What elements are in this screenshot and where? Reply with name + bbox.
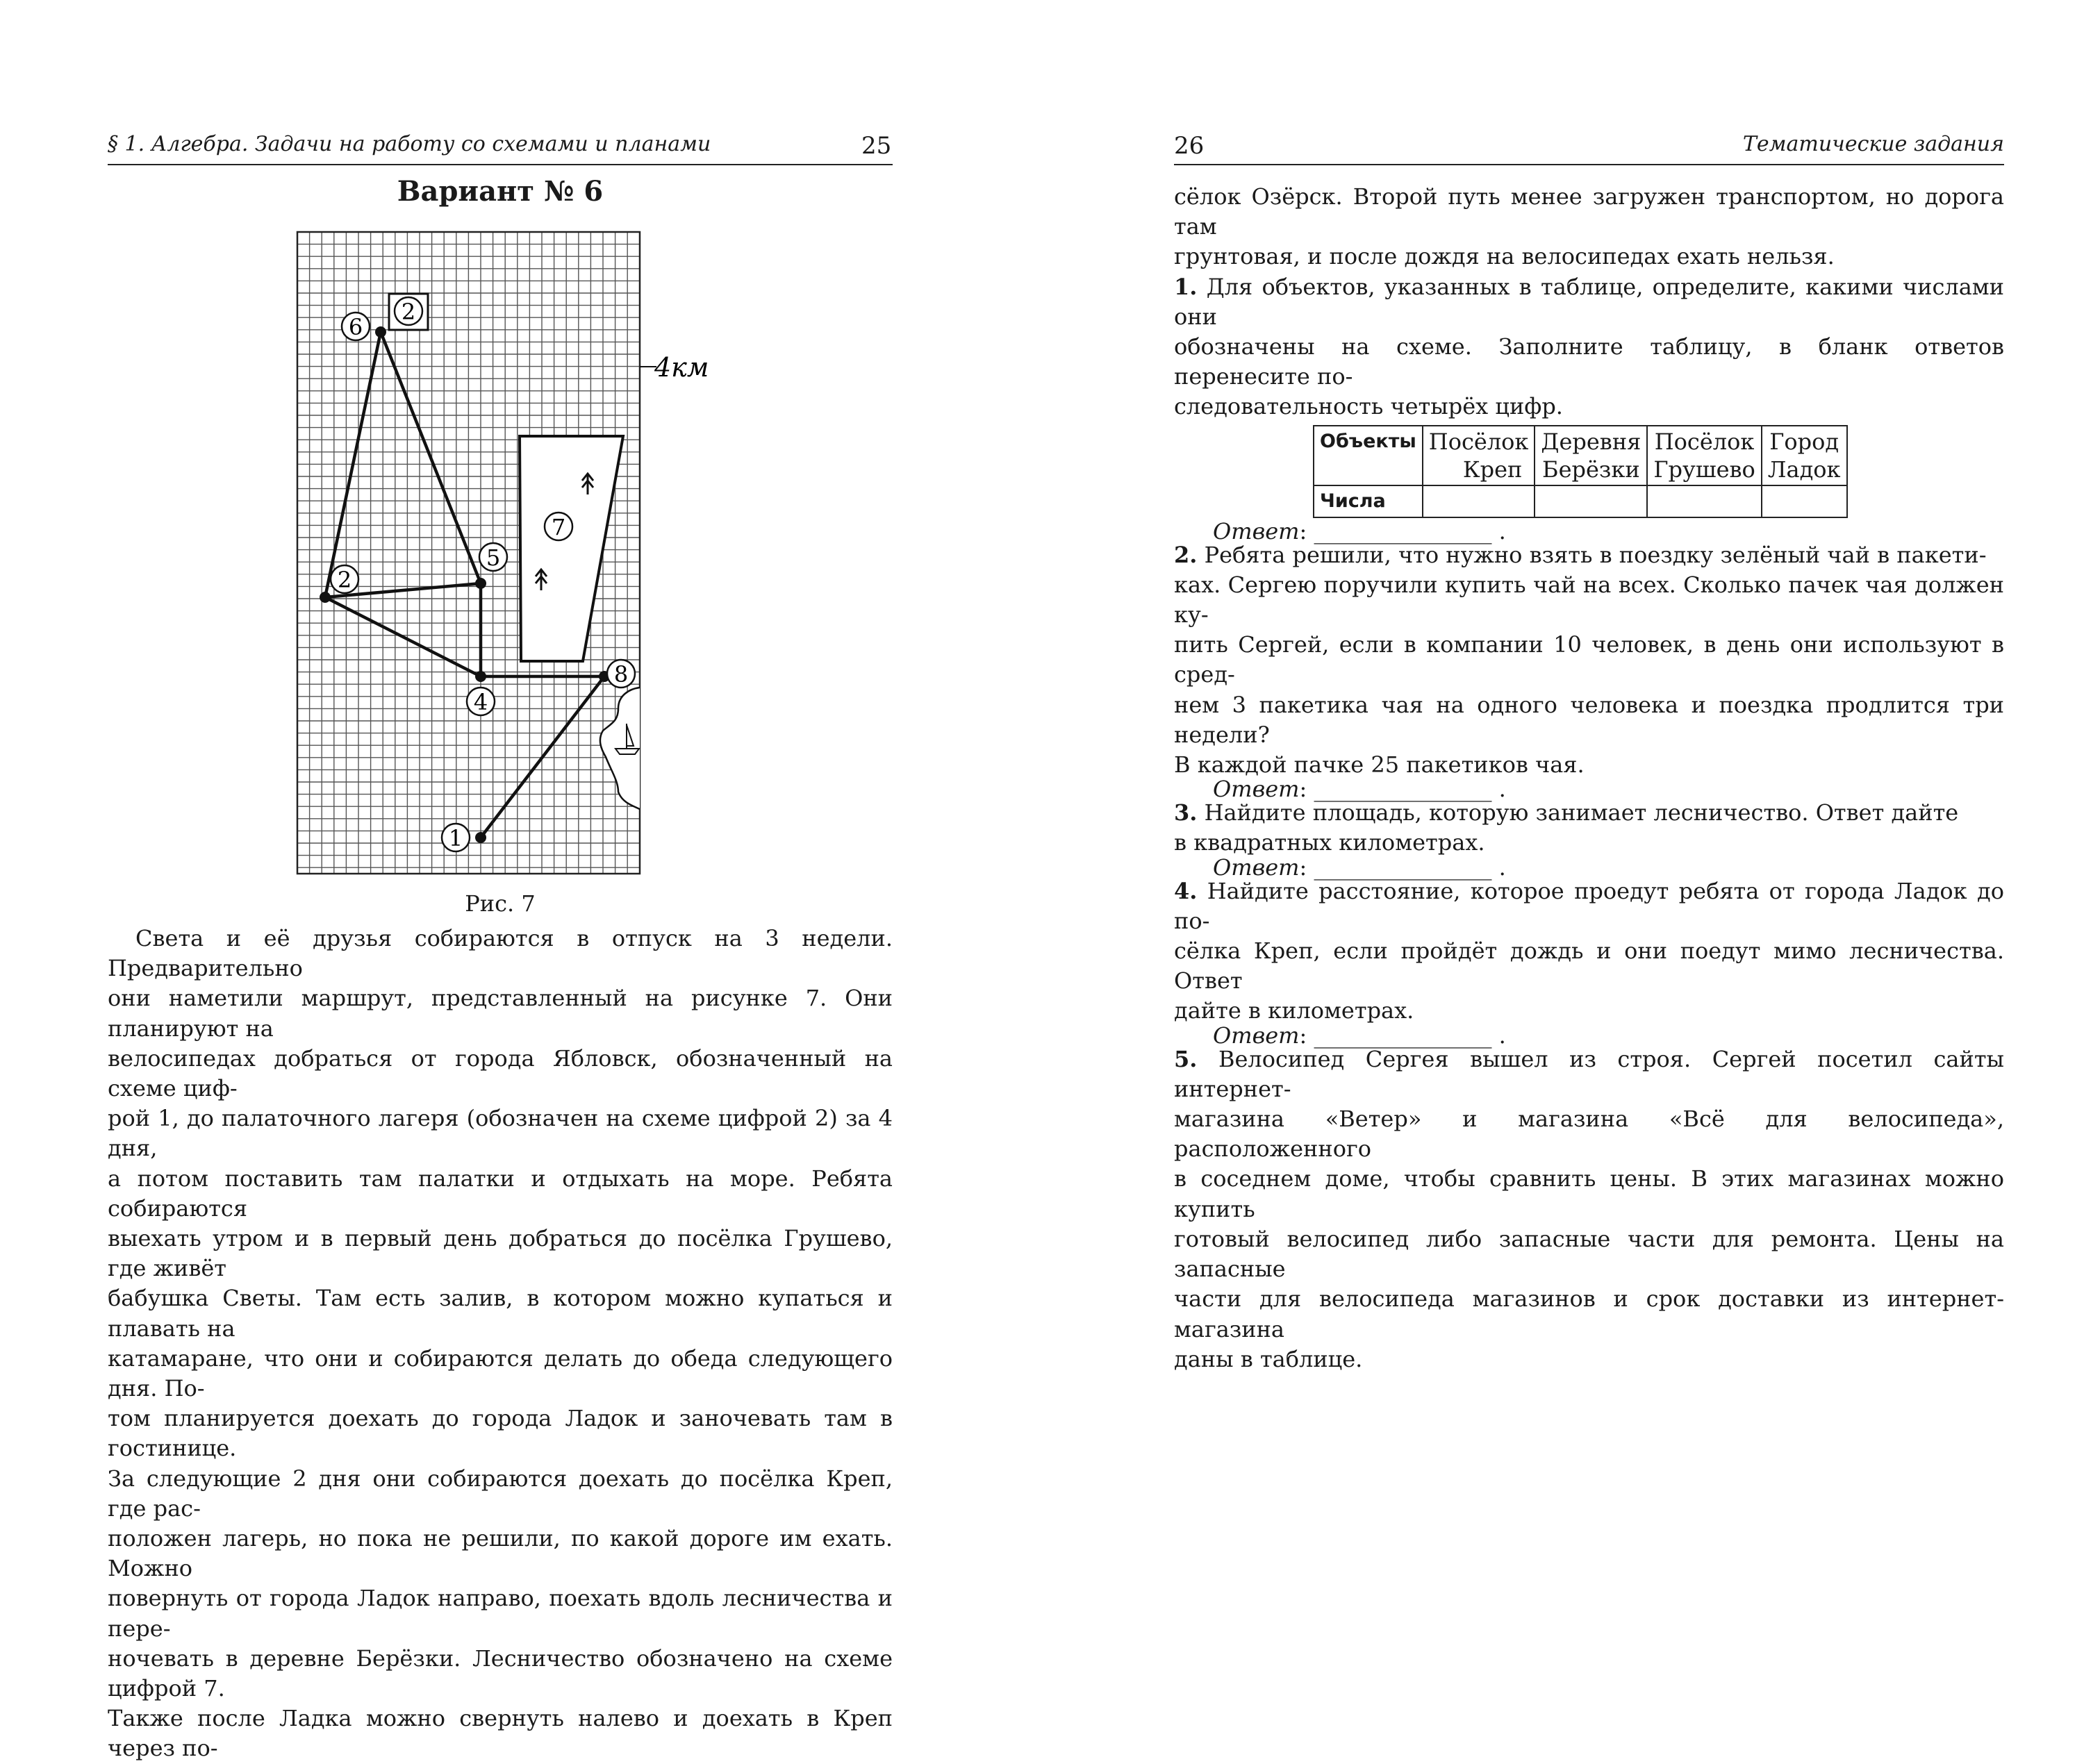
paragraph-line: положен лагерь, но пока не решили, по какой дороге им ехать. Можно [108, 1525, 893, 1582]
right-page [1042, 0, 2084, 1472]
left-page [0, 0, 1042, 1762]
story-paragraph [108, 924, 893, 1764]
answer-line: Ответ: ________________ . [1213, 854, 1506, 881]
table-cell: Деревня Берёзки [1535, 426, 1647, 485]
svg-text:8: 8 [613, 661, 629, 688]
objects-table [1313, 425, 1848, 518]
marker-6 [342, 313, 370, 340]
paragraph-line: повернуть от города Ладок направо, поехать вдоль лесничества и пере- [108, 1585, 893, 1642]
table-row [1314, 485, 1847, 517]
task-2-line: нем 3 пакетика чая на одного человека и поездка продлится три недели? [1174, 691, 2004, 748]
task-5-line: магазина «Ветер» и магазина «Всё для велосипеда», расположенного [1174, 1106, 2004, 1163]
table-cell: Посёлок Креп [1423, 426, 1535, 485]
forestry-area [520, 436, 623, 661]
right-content [1174, 182, 2004, 1374]
svg-text:1: 1 [448, 825, 463, 851]
svg-text:5: 5 [486, 544, 501, 571]
paragraph-line: рой 1, до палаточного лагеря (обозначен на схеме цифрой 2) за 4 дня, [108, 1105, 893, 1162]
task-4-line: сёлка Креп, если пройдёт дождь и они поедут мимо лесничества. Ответ [1174, 938, 2004, 995]
task-1: 1. Для объектов, указанных в таблице, определите, какими числами они [1174, 273, 2005, 330]
task-3: 3. Найдите площадь, которую занимает лесничество. Ответ дайте [1174, 799, 1959, 826]
paragraph-line: выехать утром и в первый день добраться до посёлка Грушево, где живёт [108, 1225, 893, 1282]
task-4: 4. Найдите расстояние, которое проедут ребята от города Ладок до по- [1174, 877, 2005, 934]
marker-1 [442, 824, 470, 851]
running-head: Тематические задания [1742, 132, 2004, 156]
variant-title: Вариант № 6 [397, 175, 604, 208]
table-cell: Посёлок Грушево [1647, 426, 1761, 485]
figure-caption: Рис. 7 [465, 890, 536, 917]
svg-text:6: 6 [348, 314, 363, 340]
answer-cell[interactable] [1762, 485, 1847, 517]
task-4-line: дайте в километрах. [1174, 997, 1414, 1024]
paragraph-line: ночевать в деревне Берёзки. Лесничество обозначено на схеме цифрой 7. [108, 1645, 893, 1702]
paragraph-line: За следующие 2 дня они собираются доехать до посёлка Креп, где рас- [108, 1465, 893, 1522]
row-header: Числа [1314, 485, 1423, 517]
paragraph-line: бабушка Светы. Там есть залив, в котором можно купаться и плавать на [108, 1285, 893, 1342]
task-2-line: В каждой пачке 25 пакетиков чая. [1174, 751, 1585, 779]
table-row [1314, 426, 1847, 485]
answer-line: Ответ: ________________ . [1213, 1022, 1506, 1049]
paragraph-line: катамаране, что они и собираются делать до обеда следующего дня. По- [108, 1345, 893, 1402]
task-2-line: пить Сергей, если в компании 10 человек, в день они используют в сред- [1174, 631, 2004, 688]
svg-text:7: 7 [551, 514, 566, 540]
task-1-line: следовательность четырёх цифр. [1174, 393, 1563, 420]
paragraph-line: велосипедах добраться от города Ябловск, обозначенный на схеме циф- [108, 1045, 893, 1102]
task-1-line: обозначены на схеме. Заполните таблицу, в бланк ответов перенесите по- [1174, 333, 2004, 390]
scale-label: 4км [654, 352, 709, 383]
task-3-line: в квадратных километрах. [1174, 829, 1485, 856]
task-5-line: части для велосипеда магазинов и срок доставки из интернет-магазина [1174, 1285, 2004, 1342]
task-2: 2. Ребята решили, что нужно взять в поездку зелёный чай в пакети- [1174, 541, 1987, 568]
svg-text:2: 2 [401, 299, 416, 325]
svg-text:2: 2 [337, 567, 352, 593]
task-number: 1. [1174, 273, 1198, 300]
paragraph-line: а потом поставить там палатки и отдыхать на море. Ребята собираются [108, 1165, 893, 1222]
route-map-figure [292, 229, 722, 882]
route-4 [325, 583, 481, 676]
marker-2 [331, 565, 358, 593]
paragraph-line: они наметили маршрут, представленный на рисунке 7. Они планируют на [108, 985, 893, 1042]
task-5: 5. Велосипед Сергея вышел из строя. Сергей посетил сайты интернет- [1174, 1045, 2005, 1102]
task-5-line: даны в таблице. [1174, 1345, 1363, 1372]
marker-2-camp [395, 297, 422, 325]
paragraph-line: том планируется доехать до города Ладок и заночевать там в гостинице. [108, 1405, 893, 1462]
answer-cell[interactable] [1535, 485, 1647, 517]
page-number: 26 [1174, 132, 1205, 160]
table-cell: Город Ладок [1762, 426, 1847, 485]
paragraph-line: Также после Ладка можно свернуть налево и доехать в Креп через по- [108, 1705, 893, 1762]
marker-5 [479, 543, 507, 571]
svg-text:4: 4 [473, 689, 488, 715]
intro-line: грунтовая, и после дождя на велосипедах ехать нельзя. [1174, 243, 1835, 270]
marker-7 [545, 513, 572, 540]
intro-line: сёлок Озёрск. Второй путь менее загружен транспортом, но дорога там [1174, 183, 2004, 240]
task-5-line: в соседнем доме, чтобы сравнить цены. В этих магазинах можно купить [1174, 1165, 2004, 1222]
answer-cell[interactable] [1423, 485, 1535, 517]
marker-4 [467, 688, 495, 715]
answer-line: Ответ: ________________ . [1213, 776, 1506, 803]
marker-8 [607, 660, 635, 688]
paragraph-line: Света и её друзья собираются в отпуск на 3 недели. Предварительно [108, 925, 893, 982]
header-rule [108, 164, 893, 165]
answer-line: Ответ: ________________ . [1213, 517, 1506, 544]
route-1-8 [481, 676, 604, 838]
row-header: Объекты [1314, 426, 1423, 485]
answer-cell[interactable] [1647, 485, 1761, 517]
task-5-line: готовый велосипед либо запасные части для ремонта. Цены на запасные [1174, 1225, 2004, 1283]
page-number: 25 [861, 132, 892, 160]
header-rule [1174, 164, 2004, 165]
running-head: § 1. Алгебра. Задачи на работу со схемами и планами [108, 132, 711, 156]
task-2-line: ках. Сергею поручили купить чай на всех. Сколько пачек чая должен ку- [1174, 571, 2004, 629]
